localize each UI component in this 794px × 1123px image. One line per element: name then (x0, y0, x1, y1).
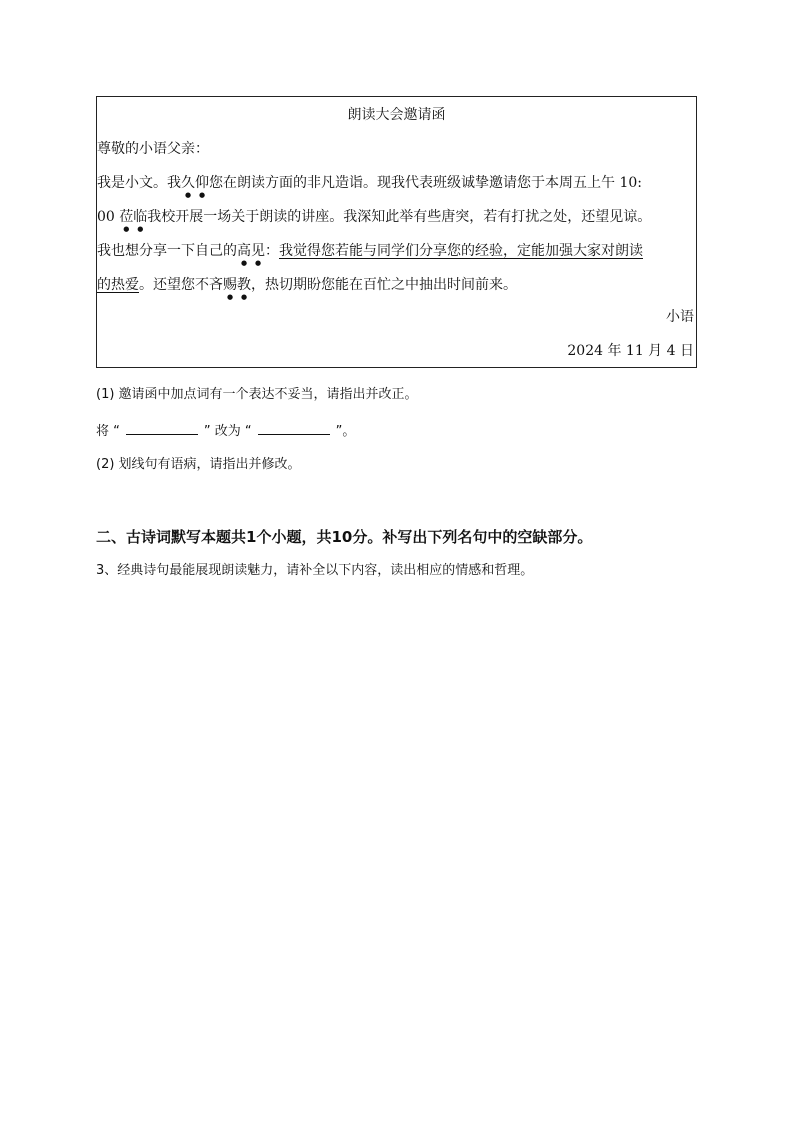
dotted-word-gaojian: 高见 (237, 243, 265, 259)
answer-blank-corrected[interactable] (258, 422, 330, 435)
answer-mid: ” 改为 “ (203, 424, 252, 439)
text-segment: ，热切期盼您能在百忙之中抽出时间前来。 (251, 277, 517, 293)
section-2-heading: 二、古诗词默写本题共1个小题，共10分。补写出下列名句中的空缺部分。 (96, 528, 593, 546)
answer-blank-original[interactable] (126, 422, 198, 435)
text-segment: 我是小文。我 (97, 175, 181, 191)
text-segment: 00 (97, 209, 120, 225)
letter-salutation: 尊敬的小语父亲： (97, 141, 209, 157)
question-2: (2) 划线句有语病，请指出并修改。 (96, 457, 301, 472)
answer-suffix: ”。 (335, 424, 356, 439)
letter-line-3 (97, 241, 643, 267)
letter-date: 2024 年 11 月 4 日 (567, 343, 694, 359)
letter-signature: 小语 (666, 309, 694, 325)
text-segment: 我校开展一场关于朗读的讲座。我深知此举有些唐突，若有打扰之处，还望见谅。 (147, 209, 652, 225)
invitation-letter-box (96, 96, 697, 368)
letter-line-4 (97, 275, 517, 301)
letter-title: 朗读大会邀请函 (347, 107, 446, 123)
question-1-answer-line (96, 422, 355, 441)
question-1: (1) 邀请函中加点词有一个表达不妥当，请指出并改正。 (96, 387, 418, 402)
dotted-word-jiuyang: 久仰 (181, 175, 209, 191)
question-3: 3、经典诗句最能展现朗读魅力，请补全以下内容，读出相应的情感和哲理。 (96, 563, 534, 578)
dotted-word-cijiao: 赐教 (223, 277, 251, 293)
underlined-sentence: 的热爱 (97, 277, 139, 293)
letter-line-1 (97, 173, 642, 199)
text-segment: 。还望您不吝 (139, 277, 223, 293)
text-segment: ： (265, 243, 279, 259)
dotted-word-lilin: 莅临 (119, 209, 148, 225)
answer-prefix: 将 “ (96, 424, 120, 439)
text-segment: 我也想分享一下自己的 (97, 243, 237, 259)
letter-line-2 (97, 207, 651, 233)
text-segment: 您在朗读方面的非凡造诣。现我代表班级诚挚邀请您于本周五上午 10: (209, 175, 642, 191)
underlined-sentence: 我觉得您若能与同学们分享您的经验，定能加强大家对朗读 (279, 243, 643, 259)
